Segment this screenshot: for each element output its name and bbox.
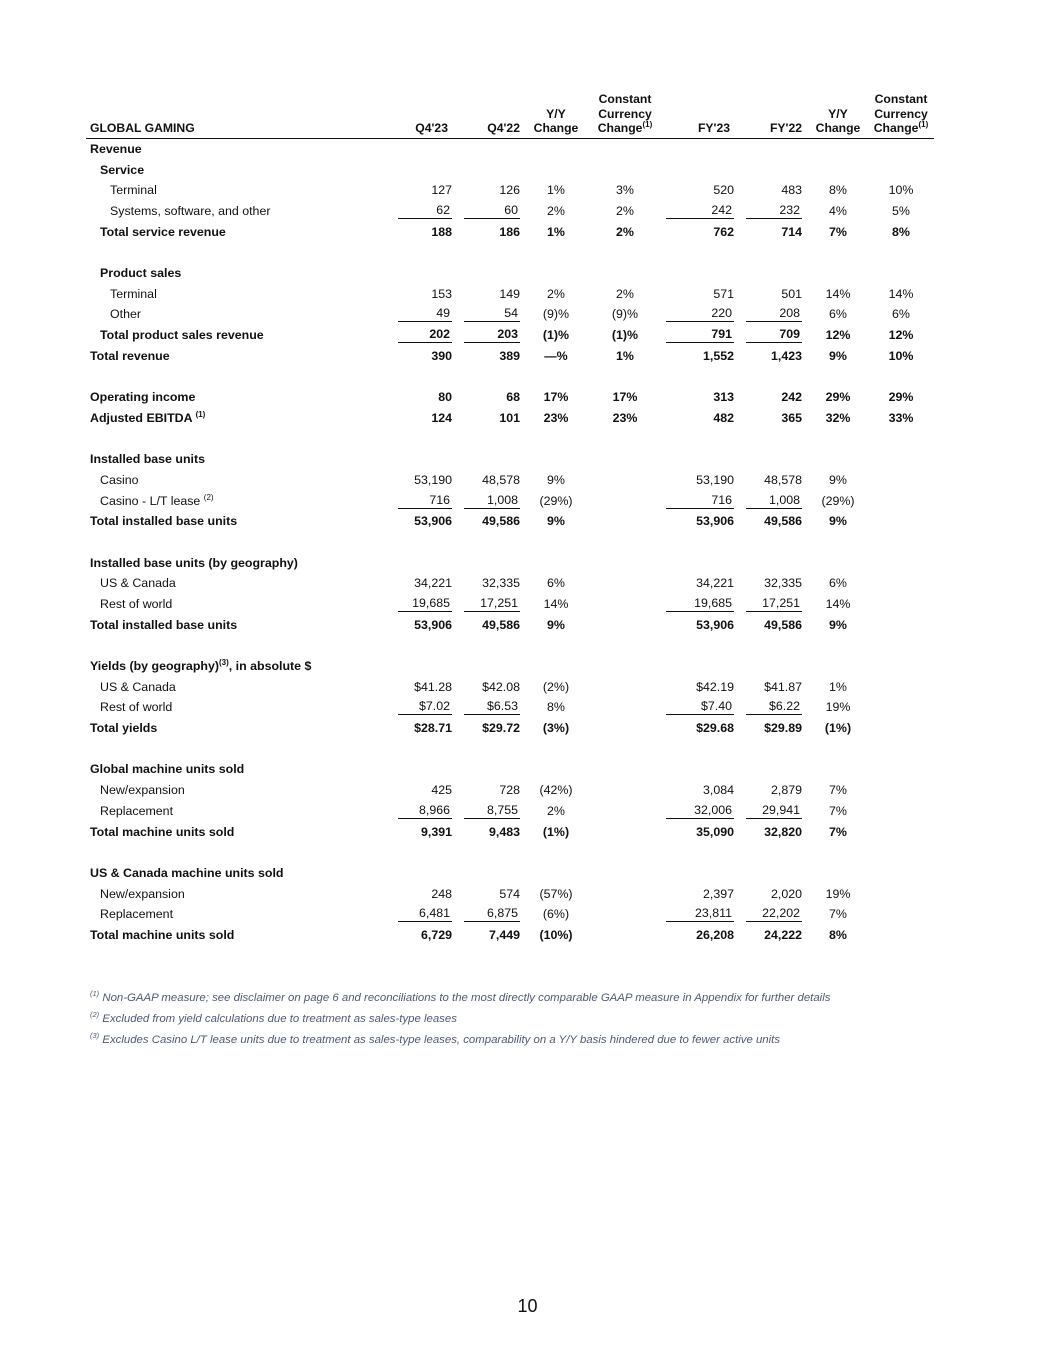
fy23-value: 313	[713, 390, 734, 405]
footnote-1: $^{(1)}$ Non-GAAP measure; see disclaimer on page 6 and reconciliations to the most directly comparable GAAP measure in Appendix for further details	[90, 989, 831, 1004]
table-row	[86, 490, 934, 511]
table-row	[86, 387, 934, 408]
row-label: Replacement	[100, 803, 174, 818]
cc-change-value: (1)%	[611, 328, 639, 343]
q4-22-value: 48,578	[482, 472, 520, 487]
q4-22-value: 101	[499, 410, 520, 425]
q4-23-value: 6,481	[392, 904, 458, 925]
fy23-value: 220	[660, 304, 740, 325]
q4-23-value: 248	[431, 886, 452, 901]
fy22-value: 32,335	[764, 576, 802, 591]
fy23-value: 716	[660, 490, 740, 511]
fy-cc-change-value	[868, 821, 934, 842]
yy-change-value: (6%)	[542, 907, 570, 922]
fy22-value: 365	[781, 410, 802, 425]
row-label: Rest of world	[100, 596, 173, 611]
fy23-value: 791	[660, 325, 740, 346]
yy-change-value: 9%	[547, 617, 565, 632]
table-row	[86, 407, 934, 428]
fy23-value: 1,552	[702, 348, 734, 363]
yy-change-value: (57%)	[539, 886, 573, 901]
fy-yy-change-value: 9%	[829, 514, 847, 529]
fy-yy-change-value: 9%	[829, 617, 847, 632]
row-label: Other	[110, 307, 141, 322]
fy23-value: 571	[713, 286, 734, 301]
cc-change-value	[586, 594, 660, 615]
fy23-value: $7.40	[660, 697, 740, 718]
fy22-value: 22,202	[740, 904, 808, 925]
fy22-value: 24,222	[764, 927, 802, 942]
fy-cc-change-value: 33%	[888, 410, 914, 425]
cc-change-value	[586, 801, 660, 822]
fy-yy-change-value: 14%	[825, 596, 851, 611]
cc-change-value: 23%	[612, 410, 638, 425]
q4-23-value: 62	[392, 201, 458, 222]
cc-change-value: 3%	[616, 183, 634, 198]
footnote-3: $^{(3)}$ Excludes Casino L/T lease units due to treatment as sales-type leases, comparability on a Y/Y basis hindered due to fewer active units	[90, 1031, 781, 1046]
cc-change-value	[586, 780, 660, 801]
cc-change-value	[586, 490, 660, 511]
fy22-value: 2,879	[770, 783, 802, 798]
fy-yy-change-value: 9%	[829, 472, 847, 487]
col-fy-constant-currency-change: Constant Currency Change$^{(1)}$	[868, 92, 934, 139]
q4-22-value: 17,251	[458, 594, 526, 615]
table-row	[86, 780, 934, 801]
q4-23-value: 425	[431, 783, 452, 798]
fy23-value: 53,906	[696, 514, 734, 529]
table-row	[86, 325, 934, 346]
col-fy23: FY'23	[660, 92, 740, 139]
q4-23-value: 153	[431, 286, 452, 301]
fy-yy-change-value: 29%	[825, 390, 851, 405]
subsection-heading: Product sales	[100, 265, 182, 280]
fy23-value: $42.19	[696, 679, 734, 694]
cc-change-value	[586, 883, 660, 904]
table-header-row	[86, 92, 934, 139]
fy23-value: 26,208	[696, 927, 734, 942]
section-heading: Yields (by geography)$^{(3)}$, in absolute $	[90, 657, 312, 674]
fy-cc-change-value: 14%	[888, 286, 914, 301]
table-row	[86, 470, 934, 491]
yy-change-value: 2%	[547, 203, 565, 218]
q4-23-value: 53,190	[414, 472, 452, 487]
q4-22-value: 1,008	[458, 490, 526, 511]
yy-change-value: —%	[544, 348, 568, 363]
section-heading: Revenue	[90, 141, 142, 156]
q4-22-value: 203	[458, 325, 526, 346]
cc-change-value	[586, 718, 660, 739]
fy-cc-change-value: 5%	[892, 203, 910, 218]
q4-23-value: 19,685	[392, 594, 458, 615]
fy23-value: 2,397	[702, 886, 734, 901]
table-row	[86, 180, 934, 201]
table-row	[86, 904, 934, 925]
fy-yy-change-value: 6%	[829, 307, 847, 322]
row-label: New/expansion	[100, 783, 185, 798]
section-heading-row	[86, 139, 934, 160]
q4-23-value: 49	[392, 304, 458, 325]
subsection-heading: Service	[100, 162, 145, 177]
yy-change-value: (1)%	[542, 328, 570, 343]
fy23-value: 34,221	[696, 576, 734, 591]
q4-22-value: 728	[499, 783, 520, 798]
fy22-value: 1,423	[770, 348, 802, 363]
yy-change-value: (42%)	[539, 783, 573, 798]
q4-22-value: 49,586	[482, 617, 520, 632]
fy-yy-change-value: 14%	[825, 286, 851, 301]
yy-change-value: 9%	[547, 514, 565, 529]
col-yy-change: Y/Y Change	[526, 92, 586, 139]
yy-change-value: (1%)	[542, 824, 570, 839]
fy23-value: 19,685	[660, 594, 740, 615]
fy22-value: 501	[781, 286, 802, 301]
q4-23-value: 34,221	[414, 576, 452, 591]
q4-22-value: 6,875	[458, 904, 526, 925]
cc-change-value: 2%	[616, 286, 634, 301]
fy-yy-change-value: 7%	[829, 803, 847, 818]
q4-23-value: 127	[431, 183, 452, 198]
global-gaming-table	[86, 92, 934, 945]
fy-cc-change-value	[868, 511, 934, 532]
fy23-value: 53,190	[696, 472, 734, 487]
fy23-value: 762	[713, 224, 734, 239]
q4-22-value: 68	[506, 390, 520, 405]
fy23-value: 35,090	[696, 824, 734, 839]
fy22-value: 48,578	[764, 472, 802, 487]
yy-change-value: 1%	[547, 183, 565, 198]
yy-change-value: 1%	[547, 224, 565, 239]
fy22-value: $6.22	[740, 697, 808, 718]
fy-yy-change-value: (1%)	[824, 721, 852, 736]
fy-cc-change-value	[868, 614, 934, 635]
yy-change-value: (3%)	[542, 721, 570, 736]
col-q4-22: Q4'22	[458, 92, 526, 139]
global-gaming-table-wrapper	[86, 92, 936, 945]
cc-change-value	[586, 470, 660, 491]
fy-cc-change-value	[868, 780, 934, 801]
fy-cc-change-value	[868, 470, 934, 491]
cc-change-value	[586, 614, 660, 635]
yy-change-value: 8%	[547, 700, 565, 715]
fy-cc-change-value: 10%	[888, 348, 914, 363]
row-label: Rest of world	[100, 700, 173, 715]
subsection-heading-row	[86, 263, 934, 284]
fy22-value: 483	[781, 183, 802, 198]
fy22-value: 1,008	[740, 490, 808, 511]
table-row	[86, 614, 934, 635]
col-fy-yy-change: Y/Y Change	[808, 92, 868, 139]
table-row	[86, 511, 934, 532]
table-row	[86, 801, 934, 822]
row-label: Adjusted EBITDA $^{(1)}$	[90, 409, 206, 425]
fy-cc-change-value	[868, 697, 934, 718]
fy-yy-change-value: 8%	[829, 927, 847, 942]
q4-23-value: 188	[431, 224, 452, 239]
row-label: Terminal	[110, 286, 157, 301]
page-number: 10	[517, 1296, 538, 1316]
fy22-value: 32,820	[764, 824, 802, 839]
table-row	[86, 304, 934, 325]
q4-23-value: $7.02	[392, 697, 458, 718]
cc-change-value	[586, 511, 660, 532]
fy-cc-change-value	[868, 676, 934, 697]
q4-23-value: 53,906	[414, 514, 452, 529]
q4-22-value: 32,335	[482, 576, 520, 591]
q4-23-value: 80	[438, 390, 452, 405]
fy-cc-change-value: 8%	[892, 224, 910, 239]
q4-23-value: 124	[431, 410, 452, 425]
table-row	[86, 697, 934, 718]
table-row	[86, 594, 934, 615]
cc-change-value	[586, 697, 660, 718]
cc-change-value	[586, 925, 660, 946]
fy22-value: 714	[781, 224, 802, 239]
cc-change-value: (9)%	[611, 307, 639, 322]
row-label: New/expansion	[100, 886, 185, 901]
fy-yy-change-value: (29%)	[821, 493, 855, 508]
table-row	[86, 201, 934, 222]
q4-23-value: 390	[431, 348, 452, 363]
fy22-value: 208	[740, 304, 808, 325]
q4-22-value: 60	[458, 201, 526, 222]
fy23-value: 242	[660, 201, 740, 222]
row-label: Terminal	[110, 183, 157, 198]
subsection-heading-row	[86, 159, 934, 180]
q4-23-value: $28.71	[414, 721, 452, 736]
row-label: Casino - L/T lease $^{(2)}$	[100, 492, 214, 508]
yy-change-value: (9)%	[542, 307, 570, 322]
fy-cc-change-value	[868, 573, 934, 594]
row-label: Casino	[100, 472, 139, 487]
fy-yy-change-value: 7%	[829, 907, 847, 922]
section-heading-row	[86, 863, 934, 884]
table-row	[86, 221, 934, 242]
footnote-2: $^{(2)}$ Excluded from yield calculations due to treatment as sales-type leases	[90, 1010, 457, 1025]
fy-yy-change-value: 7%	[829, 224, 847, 239]
cc-change-value	[586, 573, 660, 594]
table-row	[86, 345, 934, 366]
cc-change-value: 2%	[616, 224, 634, 239]
fy23-value: 53,906	[696, 617, 734, 632]
fy-cc-change-value	[868, 594, 934, 615]
fy22-value: 709	[740, 325, 808, 346]
q4-22-value: 49,586	[482, 514, 520, 529]
q4-23-value: 202	[392, 325, 458, 346]
row-label: Total machine units sold	[90, 927, 235, 942]
section-heading: Installed base units	[90, 452, 205, 467]
fy-yy-change-value: 19%	[825, 700, 851, 715]
yy-change-value: 23%	[543, 410, 569, 425]
table-row	[86, 925, 934, 946]
table-row	[86, 573, 934, 594]
q4-22-value: $29.72	[482, 721, 520, 736]
row-label: Total yields	[90, 721, 158, 736]
fy-cc-change-value	[868, 925, 934, 946]
fy23-value: 482	[713, 410, 734, 425]
fy-cc-change-value	[868, 718, 934, 739]
fy22-value: 49,586	[764, 514, 802, 529]
row-label: Operating income	[90, 390, 196, 405]
row-label: US & Canada	[100, 679, 176, 694]
fy-cc-change-value: 29%	[888, 390, 914, 405]
fy-yy-change-value: 7%	[829, 824, 847, 839]
q4-22-value: 9,483	[488, 824, 520, 839]
row-label: US & Canada	[100, 576, 176, 591]
fy22-value: $41.87	[764, 679, 802, 694]
fy-yy-change-value: 32%	[825, 410, 851, 425]
cc-change-value: 2%	[616, 203, 634, 218]
row-label: Replacement	[100, 907, 174, 922]
yy-change-value: (29%)	[539, 493, 573, 508]
fy22-value: 242	[781, 390, 802, 405]
cc-change-value	[586, 904, 660, 925]
table-row	[86, 883, 934, 904]
fy22-value: $29.89	[764, 721, 802, 736]
fy22-value: 2,020	[770, 886, 802, 901]
row-label: Total product sales revenue	[100, 328, 264, 343]
q4-23-value: 9,391	[420, 824, 452, 839]
fy-yy-change-value: 8%	[829, 183, 847, 198]
yy-change-value: 14%	[543, 596, 569, 611]
yy-change-value: 17%	[543, 390, 569, 405]
fy-cc-change-value	[868, 490, 934, 511]
fy22-value: 29,941	[740, 801, 808, 822]
row-label: Total revenue	[90, 348, 170, 363]
section-heading-row	[86, 449, 934, 470]
cc-change-value: 17%	[612, 390, 638, 405]
q4-23-value: 53,906	[414, 617, 452, 632]
fy-yy-change-value: 9%	[829, 348, 847, 363]
q4-23-value: 716	[392, 490, 458, 511]
fy-cc-change-value	[868, 904, 934, 925]
q4-22-value: 186	[499, 224, 520, 239]
yy-change-value: 2%	[547, 803, 565, 818]
yy-change-value: (2%)	[542, 679, 570, 694]
q4-22-value: 574	[499, 886, 520, 901]
q4-22-value: 126	[499, 183, 520, 198]
cc-change-value	[586, 676, 660, 697]
section-heading-row	[86, 552, 934, 573]
fy23-value: 520	[713, 183, 734, 198]
q4-22-value: $42.08	[482, 679, 520, 694]
q4-23-value: 8,966	[392, 801, 458, 822]
fy-cc-change-value: 6%	[892, 307, 910, 322]
q4-23-value: $41.28	[414, 679, 452, 694]
q4-22-value: 8,755	[458, 801, 526, 822]
yy-change-value: 2%	[547, 286, 565, 301]
yy-change-value: (10%)	[539, 927, 573, 942]
section-heading-row	[86, 656, 934, 677]
q4-22-value: 7,449	[488, 927, 520, 942]
fy23-value: 32,006	[660, 801, 740, 822]
row-label: Systems, software, and other	[110, 203, 271, 218]
col-fy22: FY'22	[740, 92, 808, 139]
row-label: Total service revenue	[100, 224, 226, 239]
section-heading: US & Canada machine units sold	[90, 865, 284, 880]
fy-cc-change-value: 10%	[888, 183, 914, 198]
section-heading: Installed base units (by geography)	[90, 555, 298, 570]
fy23-value: $29.68	[696, 721, 734, 736]
fy-cc-change-value: 12%	[888, 328, 914, 343]
table-row	[86, 821, 934, 842]
col-constant-currency-change: Constant Currency Change$^{(1)}$	[586, 92, 660, 139]
fy-yy-change-value: 12%	[825, 328, 851, 343]
fy-yy-change-value: 6%	[829, 576, 847, 591]
row-label: Total installed base units	[90, 514, 238, 529]
section-heading-row	[86, 759, 934, 780]
q4-22-value: $6.53	[458, 697, 526, 718]
q4-22-value: 149	[499, 286, 520, 301]
table-row	[86, 283, 934, 304]
footnotes	[90, 990, 970, 1053]
row-label: Total machine units sold	[90, 824, 235, 839]
q4-23-value: 6,729	[420, 927, 452, 942]
yy-change-value: 9%	[547, 472, 565, 487]
row-label: Total installed base units	[90, 617, 238, 632]
fy-yy-change-value: 4%	[829, 203, 847, 218]
fy-yy-change-value: 7%	[829, 783, 847, 798]
fy-yy-change-value: 1%	[829, 679, 847, 694]
table-row	[86, 718, 934, 739]
cc-change-value	[586, 821, 660, 842]
cc-change-value: 1%	[616, 348, 634, 363]
fy23-value: 23,811	[660, 904, 740, 925]
fy22-value: 232	[740, 201, 808, 222]
yy-change-value: 6%	[547, 576, 565, 591]
section-heading: Global machine units sold	[90, 762, 245, 777]
fy23-value: 3,084	[702, 783, 734, 798]
table-title: GLOBAL GAMING	[86, 92, 392, 139]
fy-cc-change-value	[868, 883, 934, 904]
fy-yy-change-value: 19%	[825, 886, 851, 901]
fy22-value: 49,586	[764, 617, 802, 632]
q4-22-value: 54	[458, 304, 526, 325]
col-q4-23: Q4'23	[392, 92, 458, 139]
fy-cc-change-value	[868, 801, 934, 822]
q4-22-value: 389	[499, 348, 520, 363]
fy22-value: 17,251	[740, 594, 808, 615]
table-row	[86, 676, 934, 697]
